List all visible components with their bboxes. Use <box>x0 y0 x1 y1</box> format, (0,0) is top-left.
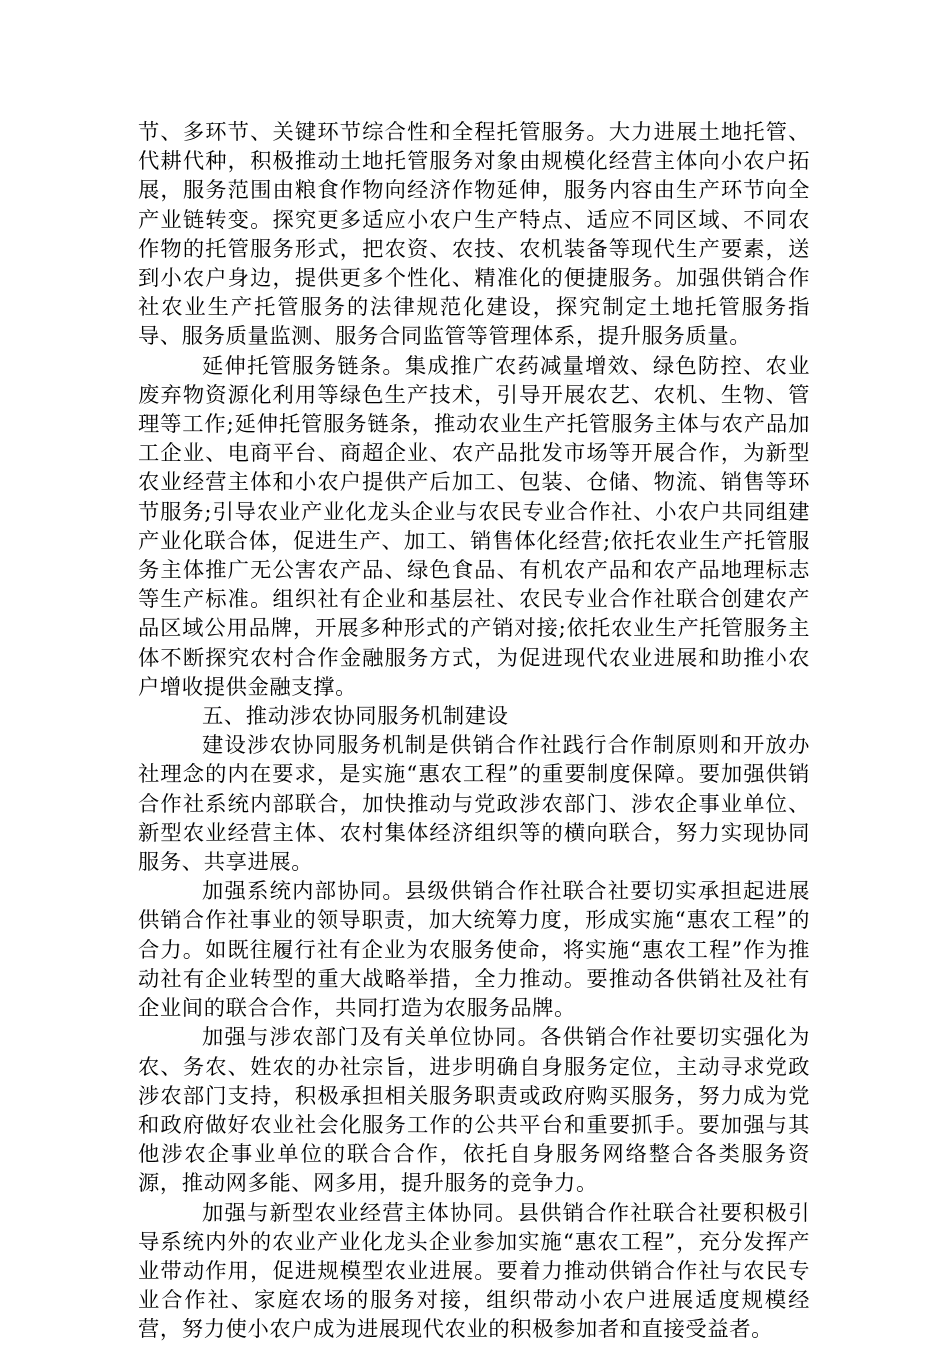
paragraph-new-operator-coordination: 加强与新型农业经营主体协同。县供销合作社联合社要积极引导系统内外的农业产业化龙头企业参加实施“惠农工程”，充分发挥产业带动作用，促进规模型农业进展。要着力推动供销合作社与农民专业合作社、家庭农场的服务对接，组织带动小农户进展适度规模经营，努力使小农户成为进展现代农业的积极参加者和直接受益者。 <box>138 1200 810 1343</box>
paragraph-land-trusteeship-continued: 节、多环节、关键环节综合性和全程托管服务。大力进展土地托管、代耕代种，积极推动土地托管服务对象由规模化经营主体向小农户拓展，服务范围由粮食作物向经济作物延伸，服务内容由生产环节向全产业链转变。探究更多适应小农户生产特点、适应不同区域、不同农作物的托管服务形式，把农资、农技、农机装备等现代生产要素，送到小农户身边，提供更多个性化、精准化的便捷服务。加强供销合作社农业生产托管服务的法律规范化建设，探究制定土地托管服务指导、服务质量监测、服务合同监管等管理体系，提升服务质量。 <box>138 120 810 350</box>
paragraph-extend-service-chain: 延伸托管服务链条。集成推广农药减量增效、绿色防控、农业废弃物资源化利用等绿色生产技术，引导开展农艺、农机、生物、管理等工作;延伸托管服务链条，推动农业生产托管服务主体与农产品加工企业、电商平台、商超企业、农产品批发市场等开展合作，为新型农业经营主体和小农户提供产后加工、包装、仓储、物流、销售等环节服务;引导农业产业化龙头企业与农民专业合作社、小农户共同组建产业化联合体，促进生产、加工、销售体化经营;依托农业生产托管服务主体推广无公害农产品、绿色食品、有机农产品和农产品地理标志等生产标准。组织社有企业和基层社、农民专业合作社联合创建农产品区域公用品牌，开展多种形式的产销对接;依托农业生产托管服务主体不断探究农村合作金融服务方式，为促进现代农业进展和助推小农户增收提供金融支撑。 <box>138 353 810 700</box>
section-heading-five: 五、推动涉农协同服务机制建设 <box>202 704 509 730</box>
document-page <box>138 118 810 1345</box>
paragraph-coordination-mechanism: 建设涉农协同服务机制是供销合作社践行合作制原则和开放办社理念的内在要求，是实施“惠农工程”的重要制度保障。要加强供销合作社系统内部联合，加快推动与党政涉农部门、涉农企事业单位、新型农业经营主体、农村集体经济组织等的横向联合，努力实现协同服务、共享进展。 <box>138 733 810 876</box>
paragraph-internal-coordination: 加强系统内部协同。县级供销合作社联合社要切实承担起进展供销合作社事业的领导职责，加大统筹力度，形成实施“惠农工程”的合力。如既往履行社有企业为农服务使命，将实施“惠农工程”作为推动社有企业转型的重大战略举措，全力推动。要推动各供销社及社有企业间的联合合作，共同打造为农服务品牌。 <box>138 879 810 1022</box>
paragraph-department-coordination: 加强与涉农部门及有关单位协同。各供销合作社要切实强化为农、务农、姓农的办社宗旨，进步明确自身服务定位，主动寻求党政涉农部门支持，积极承担相关服务职责或政府购买服务，努力成为党和政府做好农业社会化服务工作的公共平台和重要抓手。要加强与其他涉农企事业单位的联合合作，依托自身服务网络整合各类服务资源，推动网多能、网多用，提升服务的竞争力。 <box>138 1025 810 1197</box>
